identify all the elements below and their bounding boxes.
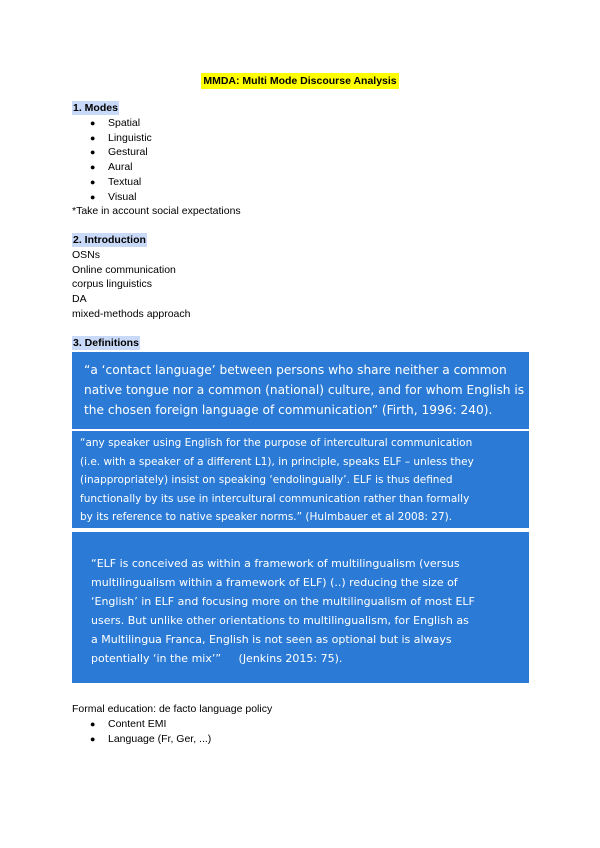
modes-note: *Take in account social expectations	[72, 205, 241, 217]
bullet-icon: ●	[90, 147, 96, 158]
introduction-lines	[72, 248, 190, 322]
bullet-icon: ●	[90, 118, 96, 128]
bullet-icon: ●	[90, 162, 96, 173]
document-title: MMDA: Multi Mode Discourse Analysis	[203, 75, 397, 87]
list-item: ● Textual	[90, 175, 142, 188]
intro-line: DA	[72, 293, 87, 306]
intro-line: Online communication	[72, 263, 176, 276]
list-item: ● Content EMI	[90, 718, 167, 730]
definition-quote-jenkins: “ELF is conceived as within a framework of multilingualism (versus multilingualism within a framework of ELF) (..) reducing the size of ‘English’ in ELF and focusing more on the multilingualism of most ELF users. But unlike other orientations to multilingualism, for English as a Multilingua Franca, English is not seen as optional but is always potentially ‘in the mix’” (Jenkins 2015: 75).	[72, 532, 529, 683]
formal-education-list	[72, 717, 211, 746]
list-item: ● Gestural	[90, 146, 148, 159]
intro-line: OSNs	[72, 249, 101, 261]
bullet-icon: ●	[90, 191, 96, 202]
section-heading-definitions: 3. Definitions	[73, 337, 139, 349]
definition-quote-hulmbauer: “any speaker using English for the purpose of intercultural communication (i.e. with a speaker of a different L1), in principle, speaks ELF – unless they (inappropriately) insist on speaking ‘endolingually’. ELF is thus defined functionally by its use in intercultural communication rather than formally by its reference to native speaker norms.” (Hulmbauer et al 2008: 27).	[72, 431, 529, 528]
section-heading-modes: 1. Modes	[73, 102, 118, 114]
intro-line: mixed-methods approach	[72, 307, 191, 320]
definition-quote-firth: “a ‘contact language’ between persons who share neither a common native tongue nor a common (national) culture, and for whom English is the chosen foreign language of communication” (Firth, 1996: 240).	[72, 352, 529, 429]
section-heading-introduction: 2. Introduction	[73, 234, 146, 246]
modes-list	[72, 116, 152, 204]
bullet-icon: ●	[90, 176, 96, 187]
bullet-icon: ●	[90, 733, 96, 744]
formal-education-line: Formal education: de facto language policy	[72, 703, 273, 715]
list-item: ● Aural	[90, 161, 133, 174]
list-item: ● Language (Fr, Ger, ...)	[90, 732, 212, 745]
list-item: ● Linguistic	[90, 131, 152, 144]
intro-line: corpus linguistics	[72, 278, 152, 291]
list-item: ● Visual	[90, 190, 137, 203]
list-item: ● Spatial	[90, 117, 141, 129]
bullet-icon: ●	[90, 719, 96, 729]
title-wrap	[0, 71, 600, 89]
bullet-icon: ●	[90, 132, 96, 143]
